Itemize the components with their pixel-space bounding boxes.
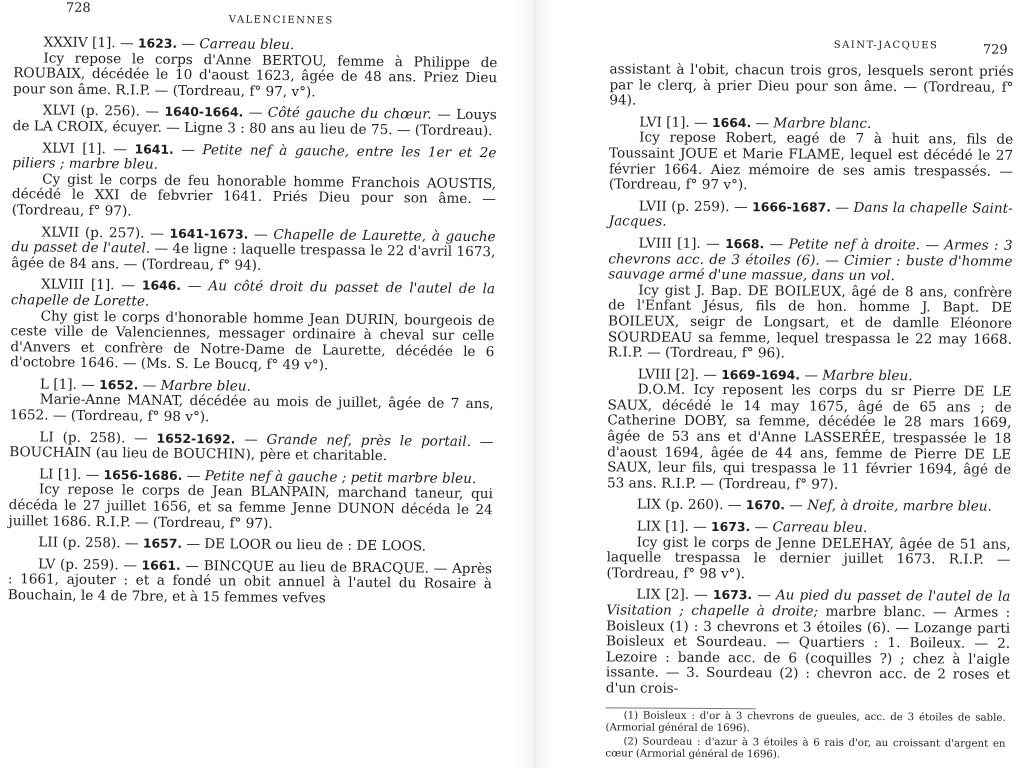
entry-number: LVIII [2].	[637, 366, 700, 383]
entry-location: Nef, à droite, marbre bleu.	[807, 497, 992, 516]
entry-number: LI [1].	[38, 466, 82, 483]
entry-number: LVIII [1].	[638, 235, 701, 252]
entry-number: LII (p. 258).	[38, 534, 121, 552]
book-gutter	[515, 0, 555, 768]
entry: LI [1]. — 1656-1686. — Petite nef à gauche ; petit marbre bleu. Icy repose le corps de Jean BLANPAIN, marchand taneur, qui décéda le 27 juillet 1656, et sa femme Jenne DUNON décéda le 24 juillet 1686. R.I.P. — (Tordreau, f° 97).	[8, 466, 493, 534]
entry: LV (p. 259). — 1661. — BINCQUE au lieu de BRACQUE. — Après : 1661, ajouter : et a fondé un obit annuel à l'autel du Rosaire à Bouchain, le 4 de 7bre, et à 15 femmes vefves	[7, 556, 493, 607]
entry-location: Carreau bleu.	[199, 36, 295, 54]
entry-text: Icy gist J. Bap. DE BOILEUX, âgé de 8 ans, confrère de l'Enfant Jésus, fils de hon. homme J. Bapt. DE BOILEUX, seigr de Longsart, et de damlle Eléonore SOURDEAU sa femme, lequel trespassa le 22 may 1668. R.I.P. — (Tordreau, f° 96).	[607, 282, 1013, 362]
entry: XXXIV [1]. — 1623. — Carreau bleu. Icy repose le corps d'Anne BERTOU, femme à Philippe de ROUBAIX, décédée le 10 d'aoust 1623, âgée de 48 ans. Priez Dieu pour son âme. R.I.P. — (Tordreau, f° 97, v°).	[13, 34, 498, 102]
entry-number: L [1].	[39, 376, 77, 393]
entry-number: LIX [1].	[636, 518, 689, 535]
right-running-title: SAINT-JACQUES	[833, 39, 939, 52]
entry-date: 1656-1686.	[103, 466, 183, 483]
right-entries	[605, 62, 1013, 762]
entry-text: Chy gist le corps d'honorable homme Jean DURIN, bourgeois de ceste ville de Valenciennes, messager ordinaire à cheval sur celle d'Anvers et confrère de Notre-Dame de Laurette, décédée le 6 d'octobre 1646. — (Ms. S. Le Boucq, f° 49 v°).	[10, 307, 495, 374]
entry-date: 1623.	[137, 35, 178, 51]
entry-date: 1673.	[712, 587, 753, 603]
entry-text: Marie-Anne MANAT, décédée au mois de juillet, âgée de 7 ans, 1652. — (Tordreau, f° 98 v°).	[9, 391, 494, 426]
entry-date: 1652-1692.	[156, 430, 236, 447]
entry: L [1]. — 1652. — Marbre bleu. Marie-Anne MANAT, décédée au mois de juillet, âgée de 7 ans, 1652. — (Tordreau, f° 98 v°).	[10, 376, 494, 429]
entry-number: XXXIV [1].	[43, 34, 116, 52]
entry-text: — BINCQUE au lieu de BRACQUE. — Après : 1661, ajouter : et a fondé un obit annuel à l'autel du Rosaire à Bouchain, le 4 de 7bre, et à 15 femmes vefves	[7, 557, 493, 607]
entry: XLVI (p. 256). — 1640-1664. — Côté gauche du chœur. — Louys de LA CROIX, écuyer. — Ligne 3 : 80 ans au lieu de 75. — (Tordreau).	[12, 102, 497, 140]
entry: XLVIII [1]. — 1646. — Au côté droit du passet de l'autel de la chapelle de Lorette. Chy gist le corps d'honorable homme Jean DURIN, bourgeois de ceste ville de Valenciennes, messager ordinaire à cheval sur celle d'Anvers et confrère de Notre-Dame de Laurette, décédée le 6 d'octobre 1646. — (Ms. S. Le Boucq, f° 49 v°).	[10, 276, 495, 376]
entry-date: 1640-1664.	[164, 104, 244, 120]
entry-number: LIX [2].	[636, 586, 690, 604]
left-page-number: 728	[65, 0, 91, 16]
entry-location: Marbre bleu.	[822, 367, 913, 384]
entry: XLVII (p. 257). — 1641-1673. — Chapelle de Laurette, à gauche du passet de l'autel. — 4e ligne : laquelle trespassa le 22 d'avril 1673, âgée de 84 ans. — (Tordreau, f° 94).	[11, 223, 496, 274]
continuation-text	[609, 62, 1013, 111]
footnote-rule	[606, 707, 756, 709]
entry-date: 1673.	[710, 518, 751, 535]
right-page	[551, 0, 1024, 771]
entry-location: Carreau bleu.	[772, 519, 868, 536]
entry-date: 1668.	[725, 235, 765, 252]
entry-location: Petite nef à gauche, entre les 1er et 2e piliers ; marbre bleu.	[12, 141, 497, 173]
entry-location: Grande nef, près le portail.	[266, 431, 472, 450]
entry-text: Icy repose le corps de Jean BLANPAIN, marchand taneur, qui décéda le 27 juillet 1656, et sa femme Jenne DUNON décéda le 24 juillet 1686. R.I.P. — (Tordreau, f° 97).	[8, 481, 493, 532]
left-running-header	[14, 0, 498, 39]
entry-location: Chapelle de Laurette, à gauche du passet de l'autel.	[11, 226, 496, 257]
left-page	[0, 0, 510, 773]
entry-number: LVI [1].	[639, 114, 690, 131]
entry-location: Côté gauche du chœur.	[267, 105, 432, 123]
entry-location: Petite nef à gauche ; petit marbre bleu.	[204, 468, 477, 487]
entry-number: LI (p. 258).	[39, 429, 126, 446]
entry-number: XLVIII [1].	[40, 276, 115, 294]
entry: LVIII [1]. — 1668. — Petite nef à droite. — Armes : 3 chevrons acc. de 3 étoiles (6). — Cimier : buste d'homme sauvage armé d'une massue, dans un vol. Icy gist J. Bap. DE BOILEUX, âgé de 8 ans, confrère de l'Enfant Jésus, fils de hon. homme J. Bapt. DE BOILEUX, seigr de Longsart, et de damlle Eléonore SOURDEAU sa femme, lequel trespassa le 22 may 1668. R.I.P. — (Tordreau, f° 96).	[607, 235, 1013, 362]
entry: LVII (p. 259). — 1666-1687. — Dans la chapelle Saint-Jacques.	[608, 198, 1013, 231]
entry: LI (p. 258). — 1652-1692. — Grande nef, près le portail. — BOUCHAIN (au lieu de BOUCHIN), père et charitable.	[9, 429, 494, 465]
entry-text: — Louys de LA CROIX, écuyer. — Ligne 3 : 80 ans au lieu de 75. — (Tordreau).	[12, 106, 497, 140]
entry-date: 1652.	[99, 376, 139, 393]
entry-text: Icy repose le corps d'Anne BERTOU, femme à Philippe de ROUBAIX, décédée le 10 d'aoust 1623, âgée de 48 ans. Priez Dieu pour son âme. R.I.P. — (Tordreau, f° 97, v°).	[12, 50, 498, 101]
entry-location: Petite nef à droite.	[788, 236, 921, 254]
entry-number: LVII (p. 259).	[638, 198, 730, 215]
entry-location: Dans la chapelle Saint-Jacques.	[608, 199, 1013, 231]
entry-date: 1666-1687.	[752, 198, 832, 215]
entry-date: 1670.	[745, 497, 786, 513]
entry-date: 1669-1694.	[721, 366, 801, 383]
footnote: (1) Boisleux : d'or à 3 chevrons de gueules, acc. de 3 étoiles de sable. (Armorial général de 1696).	[605, 709, 1006, 734]
entry-number: XLVII (p. 257).	[41, 223, 145, 242]
entry-number: LIX (p. 260).	[636, 496, 724, 514]
entry-date: 1661.	[141, 557, 181, 573]
right-page-number: 729	[982, 42, 1008, 58]
entry-location: Marbre bleu.	[160, 377, 251, 395]
entry-text: D.O.M. Icy reposent les corps du sr Pierre DE LE SAUX, décédé le 14 may 1675, âgé de 65 ans ; de Catherine DOBY, sa femme, décédée le 28 mars 1669, âgée de 53 ans et d'Anne LASSERÉE, trespassée le 18 d'aoust 1694, âgée de 44 ans, femme de Pierre DE LE SAUX, leur fils, qui trespassa le 11 février 1694, âgé de 53 ans. R.I.P. — (Tordreau, f° 97).	[607, 381, 1012, 493]
left-entries	[8, 34, 498, 609]
entry-number: LV (p. 259).	[38, 556, 119, 574]
entry-location: Marbre blanc.	[773, 115, 872, 132]
footnotes	[605, 710, 1005, 762]
entry: LIX (p. 260). — 1670. — Nef, à droite, marbre bleu.	[636, 496, 992, 516]
entry-text: — 4e ligne : laquelle trespassa le 22 d'avril 1673, âgée de 84 ans. — (Tordreau, f° 94).	[11, 240, 496, 274]
entry: LIX [1]. — 1673. — Carreau bleu. Icy gist le corps de Jenne DELEHAY, âgée de 51 ans, laquelle trespassa le dernier juillet 1673. R.I.P. — (Tordreau, f° 98 v°).	[606, 518, 1010, 584]
entry: XLVI [1]. — 1641. — Petite nef à gauche, entre les 1er et 2e piliers ; marbre bleu. Cy gist le corps de feu honorable homme Franchois AOUSTIS, décédé le XXI de febvrier 1641. Priés Dieu pour son âme. — (Tordreau, f° 97).	[12, 140, 497, 224]
entry-text: Icy repose Robert, eagé de 7 à huit ans, fils de Toussaint JOUE et Marie FLAME, lequel est décédé le 27 février 1664. Aiez mémoire de ses amis trespassés. — (Tordreau, f° 97 v°).	[608, 129, 1014, 194]
footnote: (2) Sourdeau : d'azur à 3 étoiles à 6 rais d'or, au croissant d'argent en cœur (Armorial général de 1696).	[605, 735, 1006, 760]
entry-text: — BOUCHAIN (au lieu de BOUCHIN), père et charitable.	[9, 433, 494, 465]
entry: LVIII [2]. — 1669-1694. — Marbre bleu. D.O.M. Icy reposent les corps du sr Pierre DE LE SAUX, décédé le 14 may 1675, âgé de 65 ans ; de Catherine DOBY, sa femme, décédée le 28 mars 1669, âgée de 53 ans et d'Anne LASSERÉE, trespassée le 18 d'aoust 1694, âgée de 44 ans, femme de Pierre DE LE SAUX, leur fils, qui trespassa le 11 février 1694, âgé de 53 ans. R.I.P. — (Tordreau, f° 97).	[607, 366, 1012, 493]
entry-text: Cy gist le corps de feu honorable homme Franchois AOUSTIS, décédé le XXI de febvrier 1641. Priés Dieu pour son âme. — (Tordreau, f° 97).	[11, 171, 497, 220]
entry-heraldry: — Armes : 3 chevrons acc. de 3 étoiles (6). — Cimier : buste d'homme sauvage armé d'une massue, dans un vol.	[608, 237, 1013, 285]
left-running-title: VALENCIENNES	[228, 14, 334, 27]
entry-date: 1664.	[711, 114, 752, 130]
entry-location: Au pied du passet de l'autel de la Visitation ; chapelle à droite;	[606, 587, 1011, 620]
entry-date: 1641.	[134, 140, 174, 157]
entry-date: 1641-1673.	[169, 225, 249, 242]
right-running-header	[610, 0, 1014, 64]
entry-number: XLVI (p. 256).	[42, 102, 141, 120]
entry-text: assistant à l'obit, chacun trois gros, lesquels seront priés par le clerq, à prier Dieu pour son âme. — (Tordreau, f° 94).	[609, 61, 1014, 109]
entry: LIX [2]. — 1673. — Au pied du passet de l'autel de la Visitation ; chapelle à droite; marbre blanc. — Armes : Boisleux (1) : 3 chevrons et 3 étoiles (6). — Lozange parti Boisleux et Sourdeau. — Quartiers : 1. Boileux. — 2. Lezoire : bande acc. de 6 (coquilles ?) ; chez à l'aigle issante. — 3. Sourdeau (2) : chevron acc. de 2 roses et d'un crois-	[605, 586, 1011, 697]
entry-date: 1657.	[142, 535, 183, 552]
entry-date: 1646.	[141, 277, 182, 294]
entry-location: Au côté droit du passet de l'autel de la chapelle de Lorette.	[10, 278, 496, 310]
entry: LII (p. 258). — 1657. — DE LOOR ou lieu de : DE LOOS.	[38, 534, 427, 555]
entry-text: marbre blanc. — Armes : Boisleux (1) : 3 chevrons et 3 étoiles (6). — Lozange parti Boisleux et Sourdeau. — Quartiers : 1. Boileux. — 2. Lezoire : bande acc. de 6 (coquilles ?) ; chez à l'aigle issante. — 3. Sourdeau (2) : chevron acc. de 2 roses et d'un crois-	[605, 603, 1011, 697]
entry-text: — DE LOOR ou lieu de : DE LOOS.	[186, 536, 427, 555]
entry: LVI [1]. — 1664. — Marbre blanc. Icy repose Robert, eagé de 7 à huit ans, fils de Toussaint JOUE et Marie FLAME, lequel est décédé le 27 février 1664. Aiez mémoire de ses amis trespassés. — (Tordreau, f° 97 v°).	[609, 114, 1013, 195]
entry-number: XLVI [1].	[42, 140, 106, 157]
entry-text: Icy gist le corps de Jenne DELEHAY, âgée de 51 ans, laquelle trespassa le dernier juillet 1673. R.I.P. — (Tordreau, f° 98 v°).	[606, 534, 1011, 582]
